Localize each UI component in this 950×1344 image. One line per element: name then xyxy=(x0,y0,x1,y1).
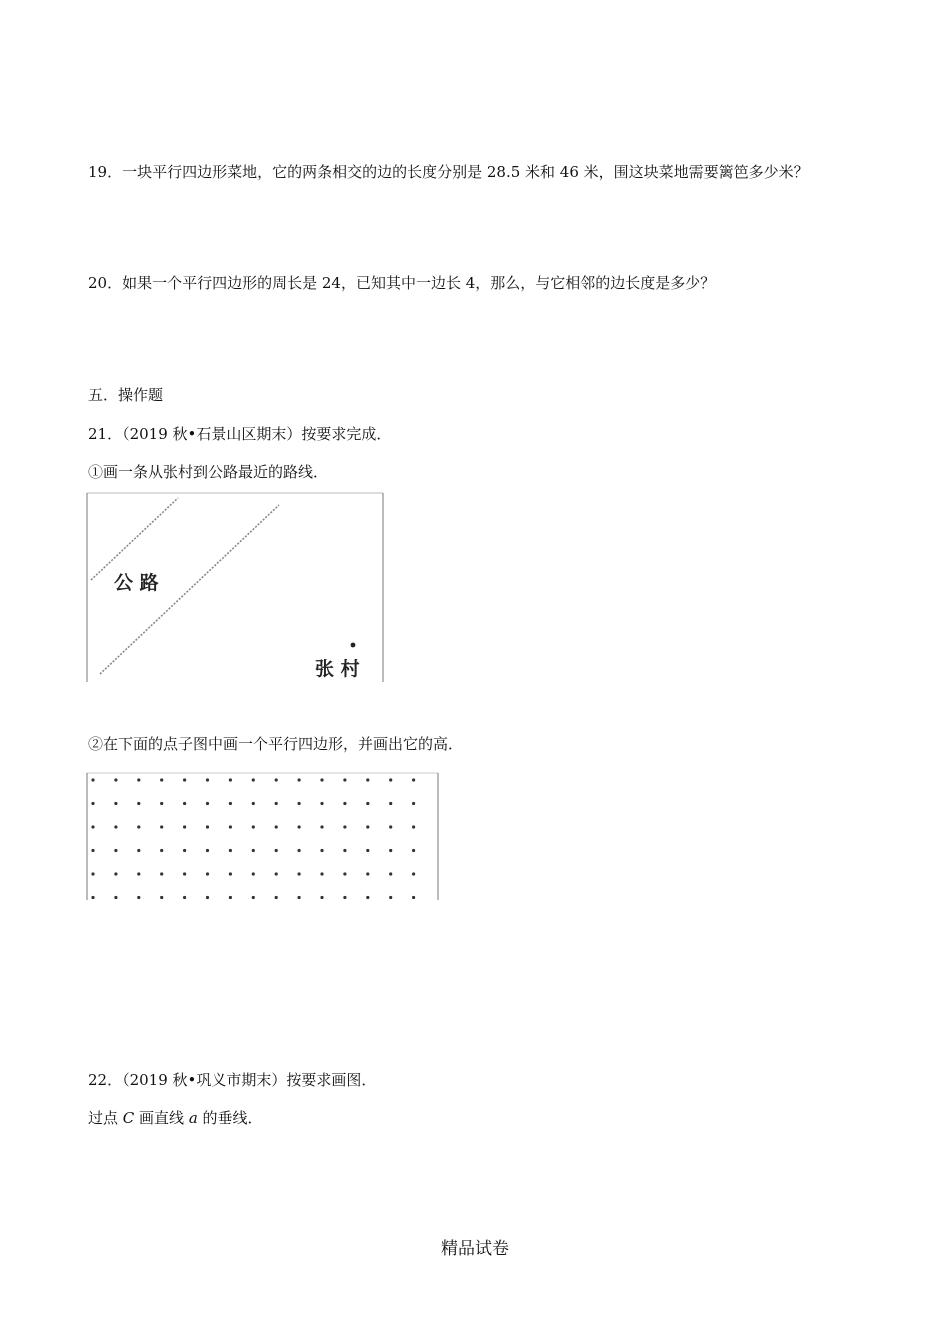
question-19: 19．一块平行四边形菜地，它的两条相交的边的长度分别是 28.5 米和 46 米，围这块菜地需要篱笆多少米？ xyxy=(88,163,809,181)
grid-dot xyxy=(343,825,346,828)
grid-dot xyxy=(252,896,255,899)
dot-grid-svg xyxy=(86,772,439,900)
village-point xyxy=(351,643,356,648)
grid-dot xyxy=(206,872,209,875)
grid-dot xyxy=(275,872,278,875)
village-label: 张 村 xyxy=(315,658,360,680)
grid-dot xyxy=(160,802,163,805)
grid-dot xyxy=(183,872,186,875)
grid-dot xyxy=(206,896,209,899)
grid-dot xyxy=(320,802,323,805)
grid-dot xyxy=(137,825,140,828)
instruction-middle: 画直线 xyxy=(134,1109,189,1127)
grid-dot xyxy=(183,849,186,852)
grid-dot xyxy=(343,896,346,899)
page-footer: 精品试卷 xyxy=(441,1239,509,1259)
grid-dot xyxy=(91,778,94,781)
grid-dot xyxy=(91,825,94,828)
grid-dot xyxy=(389,849,392,852)
grid-dot xyxy=(160,825,163,828)
grid-dot xyxy=(320,778,323,781)
question-21-part-1: ①画一条从张村到公路最近的路线． xyxy=(88,463,329,481)
grid-dot xyxy=(412,802,415,805)
grid-dot xyxy=(252,778,255,781)
instruction-suffix: 的垂线． xyxy=(197,1109,263,1127)
grid-dot xyxy=(160,849,163,852)
grid-dot xyxy=(275,896,278,899)
grid-dot xyxy=(412,825,415,828)
question-21-title: 21．（2019 秋•石景山区期末）按要求完成． xyxy=(88,425,392,443)
grid-dot xyxy=(366,849,369,852)
grid-dot xyxy=(412,778,415,781)
question-22-title: 22．（2019 秋•巩义市期末）按要求画图． xyxy=(88,1071,377,1089)
grid-dot xyxy=(183,896,186,899)
road-edge-upper xyxy=(91,498,178,580)
section-5-title: 五．操作题 xyxy=(88,386,164,404)
question-22-instruction xyxy=(88,1108,263,1128)
grid-dot xyxy=(298,802,301,805)
grid-dot xyxy=(366,872,369,875)
grid-dot xyxy=(229,802,232,805)
grid-dot xyxy=(91,896,94,899)
grid-dot xyxy=(252,825,255,828)
grid-dot xyxy=(343,849,346,852)
grid-dot xyxy=(320,849,323,852)
grid-dot xyxy=(275,849,278,852)
grid-dot xyxy=(389,825,392,828)
grid-dot xyxy=(389,778,392,781)
grid-dot xyxy=(412,849,415,852)
grid-dot xyxy=(252,872,255,875)
grid-dot xyxy=(343,778,346,781)
instruction-prefix: 过点 xyxy=(88,1109,123,1127)
grid-dot xyxy=(343,802,346,805)
line-a-name: a xyxy=(188,1109,198,1127)
grid-dot xyxy=(366,825,369,828)
grid-dot xyxy=(206,802,209,805)
grid-dot xyxy=(366,802,369,805)
grid-dot xyxy=(389,872,392,875)
dot-grid-figure xyxy=(86,772,439,900)
grid-dot xyxy=(137,778,140,781)
grid-dot xyxy=(366,896,369,899)
road-figure-svg xyxy=(86,492,384,682)
question-21-part-2: ②在下面的点子图中画一个平行四边形，并画出它的高． xyxy=(88,735,464,753)
grid-dot xyxy=(412,896,415,899)
grid-dot xyxy=(114,778,117,781)
grid-dot xyxy=(91,849,94,852)
road-village-figure xyxy=(86,492,384,682)
grid-dot xyxy=(320,825,323,828)
grid-dot xyxy=(160,872,163,875)
grid-dot xyxy=(229,849,232,852)
grid-dot xyxy=(114,849,117,852)
grid-dot xyxy=(183,778,186,781)
grid-dot xyxy=(160,778,163,781)
grid-dot xyxy=(366,778,369,781)
grid-dot xyxy=(206,849,209,852)
grid-dot xyxy=(275,778,278,781)
grid-dot xyxy=(298,872,301,875)
grid-dot xyxy=(389,802,392,805)
grid-dot xyxy=(91,802,94,805)
grid-dot xyxy=(343,872,346,875)
grid-dot xyxy=(183,825,186,828)
grid-dot xyxy=(114,896,117,899)
grid-dot xyxy=(298,896,301,899)
road-label: 公 路 xyxy=(114,572,159,594)
grid-dot xyxy=(275,802,278,805)
grid-dot xyxy=(137,872,140,875)
grid-dot xyxy=(229,778,232,781)
grid-dot xyxy=(252,802,255,805)
grid-dot xyxy=(91,872,94,875)
grid-dot xyxy=(252,849,255,852)
grid-dot xyxy=(298,825,301,828)
grid-dot xyxy=(160,896,163,899)
grid-dot xyxy=(229,825,232,828)
grid-dot xyxy=(298,849,301,852)
grid-dot xyxy=(137,896,140,899)
grid-dot xyxy=(229,896,232,899)
grid-dot xyxy=(137,802,140,805)
grid-dot xyxy=(206,778,209,781)
grid-dot xyxy=(229,872,232,875)
grid-dot xyxy=(412,872,415,875)
grid-dot xyxy=(137,849,140,852)
grid-dot xyxy=(206,825,209,828)
grid-dot xyxy=(298,778,301,781)
grid-dot xyxy=(320,872,323,875)
grid-dot xyxy=(114,825,117,828)
grid-dot xyxy=(389,896,392,899)
question-20: 20．如果一个平行四边形的周长是 24，已知其中一边长 4，那么，与它相邻的边长度是多少？ xyxy=(88,274,716,292)
grid-dot xyxy=(275,825,278,828)
grid-dot xyxy=(320,896,323,899)
grid-dot xyxy=(114,872,117,875)
grid-dot xyxy=(114,802,117,805)
point-c-name: C xyxy=(122,1109,135,1127)
grid-dot xyxy=(183,802,186,805)
